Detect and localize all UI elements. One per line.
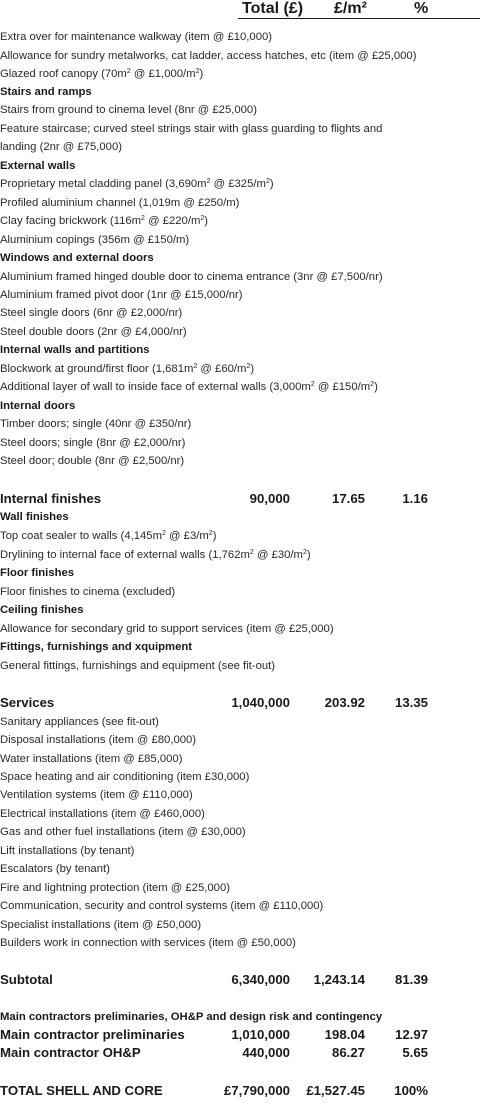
row-label: Clay facing brickwork ($116m^2$ @ $£220/m^2$) xyxy=(0,215,209,227)
row-label: Services xyxy=(0,695,55,710)
line-item xyxy=(0,452,480,470)
line-item xyxy=(0,897,480,915)
row-label: Top coat sealer to walls ($4,145m^2$ @ $£3/m^2$) xyxy=(0,530,217,542)
row-label: Space heating and air conditioning (item £30,000) xyxy=(0,771,250,783)
header-total: Total (£) xyxy=(242,0,304,17)
row-label: Subtotal xyxy=(0,972,53,987)
subheading-row xyxy=(0,564,480,582)
row-percent: 81.39 xyxy=(394,972,428,987)
row-label: Main contractor preliminaries xyxy=(0,1027,185,1042)
line-item xyxy=(0,378,480,396)
subheading-row xyxy=(0,1008,480,1026)
line-item xyxy=(0,47,480,65)
row-label: Steel double doors (2nr @ £4,000/nr) xyxy=(0,326,187,338)
line-item xyxy=(0,28,480,46)
row-total: 1,010,000 xyxy=(231,1027,290,1042)
line-item xyxy=(0,546,480,564)
row-label: Fire and lightning protection (item @ £25,000) xyxy=(0,882,230,894)
row-label: Electrical installations (item @ £460,000) xyxy=(0,808,205,820)
row-per-m2: 198.04 xyxy=(324,1027,365,1042)
row-label: Profiled aluminium channel (1,019m @ £250/m) xyxy=(0,197,240,209)
row-total: 6,340,000 xyxy=(231,972,290,987)
section-row xyxy=(0,490,480,508)
row-label: Timber doors; single (40nr @ £350/nr) xyxy=(0,418,192,430)
section-row xyxy=(0,694,480,712)
line-item xyxy=(0,286,480,304)
line-item xyxy=(0,304,480,322)
section-row xyxy=(0,971,480,989)
row-per-m2: £1,527.45 xyxy=(306,1083,365,1098)
row-percent: 100% xyxy=(394,1083,428,1098)
subheading-row xyxy=(0,508,480,526)
row-label: Aluminium framed hinged double door to cinema entrance (3nr @ £7,500/nr) xyxy=(0,271,383,283)
row-label: Aluminium copings (356m @ £150/m) xyxy=(0,234,190,246)
section-row xyxy=(0,1044,480,1062)
header-rule xyxy=(238,18,480,19)
row-label: Floor finishes xyxy=(0,567,75,579)
subheading-row xyxy=(0,397,480,415)
subheading-row xyxy=(0,157,480,175)
row-label: Drylining to internal face of external walls ($1,762m^2$ @ $£30/m^2$) xyxy=(0,549,311,561)
line-item xyxy=(0,750,480,768)
subheading-row xyxy=(0,601,480,619)
header-percent: % xyxy=(414,0,429,17)
row-percent: 12.97 xyxy=(394,1027,428,1042)
table-header xyxy=(0,0,480,20)
line-item xyxy=(0,65,480,83)
row-percent: 1.16 xyxy=(402,491,428,506)
line-item xyxy=(0,120,480,138)
line-item xyxy=(0,583,480,601)
line-item xyxy=(0,823,480,841)
row-label: External walls xyxy=(0,160,76,172)
line-item xyxy=(0,731,480,749)
subheading-row xyxy=(0,341,480,359)
line-item xyxy=(0,713,480,731)
row-label: Windows and external doors xyxy=(0,252,154,264)
row-label: Internal finishes xyxy=(0,491,102,506)
row-total: £7,790,000 xyxy=(223,1083,290,1098)
row-label: TOTAL SHELL AND CORE xyxy=(0,1083,163,1098)
line-item xyxy=(0,842,480,860)
row-total: 90,000 xyxy=(249,491,290,506)
line-item xyxy=(0,860,480,878)
row-label: Sanitary appliances (see fit-out) xyxy=(0,716,159,728)
subheading-row xyxy=(0,83,480,101)
row-label: Stairs from ground to cinema level (8nr @ £25,000) xyxy=(0,104,257,116)
line-item xyxy=(0,805,480,823)
row-per-m2: 1,243.14 xyxy=(313,972,365,987)
row-label: Steel single doors (6nr @ £2,000/nr) xyxy=(0,307,183,319)
row-label: Stairs and ramps xyxy=(0,86,92,98)
row-label: Proprietary metal cladding panel ($3,690m^2$ @ $£325/m^2$) xyxy=(0,178,274,190)
row-percent: 13.35 xyxy=(394,695,428,710)
row-label: Allowance for sundry metalworks, cat ladder, access hatches, etc (item @ £25,000) xyxy=(0,50,417,62)
row-label: Steel doors; single (8nr @ £2,000/nr) xyxy=(0,437,186,449)
row-label: Feature staircase; curved steel strings stair with glass guarding to flights and xyxy=(0,123,383,135)
line-item xyxy=(0,212,480,230)
line-item xyxy=(0,323,480,341)
row-label: Blockwork at ground/first floor ($1,681m^2$ @ $£60/m^2$) xyxy=(0,363,255,375)
line-item xyxy=(0,194,480,212)
row-label: Allowance for secondary grid to support services (item @ £25,000) xyxy=(0,623,334,635)
row-percent: 5.65 xyxy=(402,1045,428,1060)
row-label: Aluminium framed pivot door (1nr @ £15,000/nr) xyxy=(0,289,243,301)
row-label: Escalators (by tenant) xyxy=(0,863,110,875)
section-row xyxy=(0,1026,480,1044)
row-label: Main contractor OH&P xyxy=(0,1045,141,1060)
line-item xyxy=(0,101,480,119)
subheading-row xyxy=(0,638,480,656)
section-row xyxy=(0,1082,480,1100)
row-label: Additional layer of wall to inside face of external walls ($3,000m^2$ @ $£150/m^2$) xyxy=(0,381,378,393)
line-item xyxy=(0,934,480,952)
row-label: landing (2nr @ £75,000) xyxy=(0,141,123,153)
line-item xyxy=(0,527,480,545)
row-label: Internal doors xyxy=(0,400,76,412)
row-label: Ceiling finishes xyxy=(0,604,84,616)
line-item xyxy=(0,268,480,286)
row-label: Extra over for maintenance walkway (item @ £10,000) xyxy=(0,31,273,43)
row-label: Water installations (item @ £85,000) xyxy=(0,753,183,765)
line-item xyxy=(0,657,480,675)
row-per-m2: 86.27 xyxy=(331,1045,365,1060)
line-item xyxy=(0,415,480,433)
row-label: Steel door; double (8nr @ £2,500/nr) xyxy=(0,455,185,467)
row-per-m2: 203.92 xyxy=(324,695,365,710)
line-item xyxy=(0,879,480,897)
row-label: Glazed roof canopy ($70m^2$ @ $£1,000/m^2$) xyxy=(0,68,204,80)
row-per-m2: 17.65 xyxy=(331,491,365,506)
header-per-m2: £/m² xyxy=(334,0,367,17)
line-item xyxy=(0,620,480,638)
line-item xyxy=(0,231,480,249)
line-item xyxy=(0,434,480,452)
row-label: Fittings, furnishings and xquipment xyxy=(0,641,193,653)
row-label: Specialist installations (item @ £50,000) xyxy=(0,919,202,931)
row-label: Ventilation systems (item @ £110,000) xyxy=(0,789,193,801)
row-label: Gas and other fuel installations (item @ £30,000) xyxy=(0,826,246,838)
line-item xyxy=(0,786,480,804)
row-label: Communication, security and control systems (item @ £110,000) xyxy=(0,900,324,912)
line-item xyxy=(0,175,480,193)
row-label: Internal walls and partitions xyxy=(0,344,150,356)
line-item xyxy=(0,916,480,934)
row-total: 1,040,000 xyxy=(231,695,290,710)
subheading-row xyxy=(0,249,480,267)
row-label: Floor finishes to cinema (excluded) xyxy=(0,586,176,598)
line-item xyxy=(0,360,480,378)
row-label: Disposal installations (item @ £80,000) xyxy=(0,734,197,746)
line-item xyxy=(0,768,480,786)
row-label: Main contractors preliminaries, OH&P and design risk and contingency xyxy=(0,1011,383,1023)
row-total: 440,000 xyxy=(242,1045,290,1060)
line-item xyxy=(0,138,480,156)
row-label: Builders work in connection with services (item @ £50,000) xyxy=(0,937,296,949)
row-label: Wall finishes xyxy=(0,511,69,523)
row-label: Lift installations (by tenant) xyxy=(0,845,135,857)
row-label: General fittings, furnishings and equipment (see fit-out) xyxy=(0,660,276,672)
